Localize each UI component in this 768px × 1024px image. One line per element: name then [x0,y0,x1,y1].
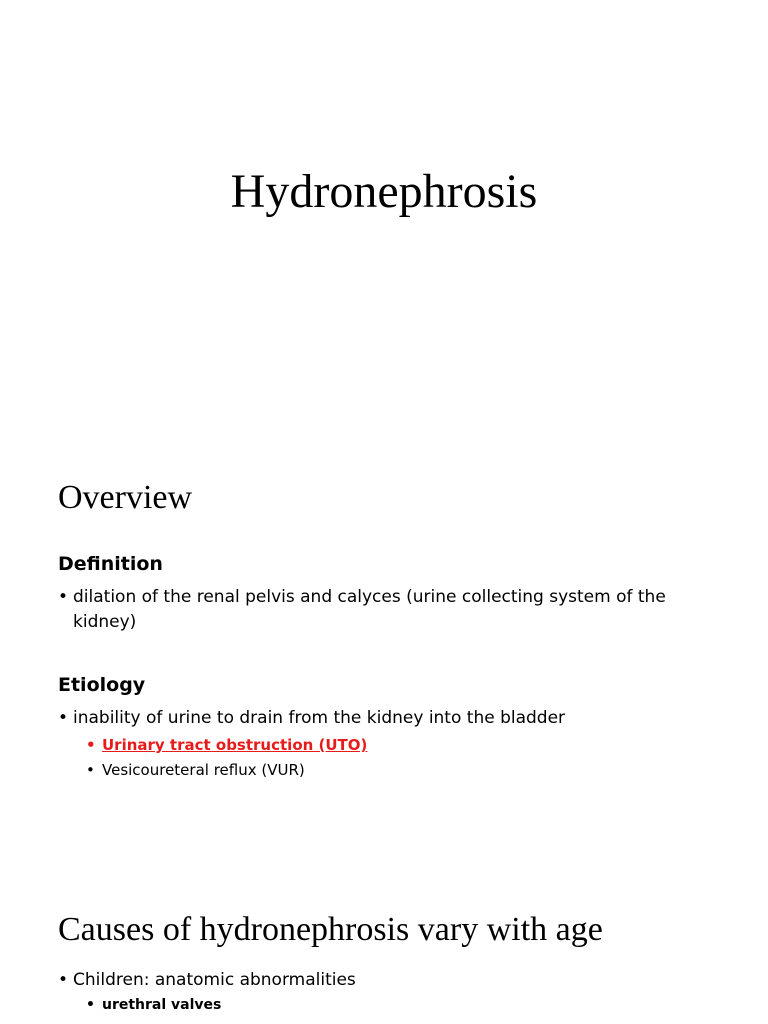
slide-1 [0,0,768,420]
definition-heading: Definition [58,553,163,575]
etiology-heading: Etiology [58,674,146,696]
slide-3 [0,880,768,1024]
slide-title-hydronephrosis: Hydronephrosis [230,165,538,218]
slide-title-overview: Overview [58,479,193,516]
slide-title-causes: Causes of hydronephrosis vary with age [58,911,603,948]
etiology-item-vur: • Vesicoureteral reflux (VUR) [86,759,305,781]
slide-2 [0,440,768,860]
causes-bullet-children: • Children: anatomic abnormalities [58,968,733,993]
etiology-bullet: • inability of urine to drain from the kidney into the bladder [58,706,733,731]
etiology-item-uto: • Urinary tract obstruction (UTO) [86,734,367,756]
definition-bullet: • dilation of the renal pelvis and calyces (urine collecting system of the kidney) [58,585,733,635]
causes-item-urethral-valves: • urethral valves [86,994,221,1016]
